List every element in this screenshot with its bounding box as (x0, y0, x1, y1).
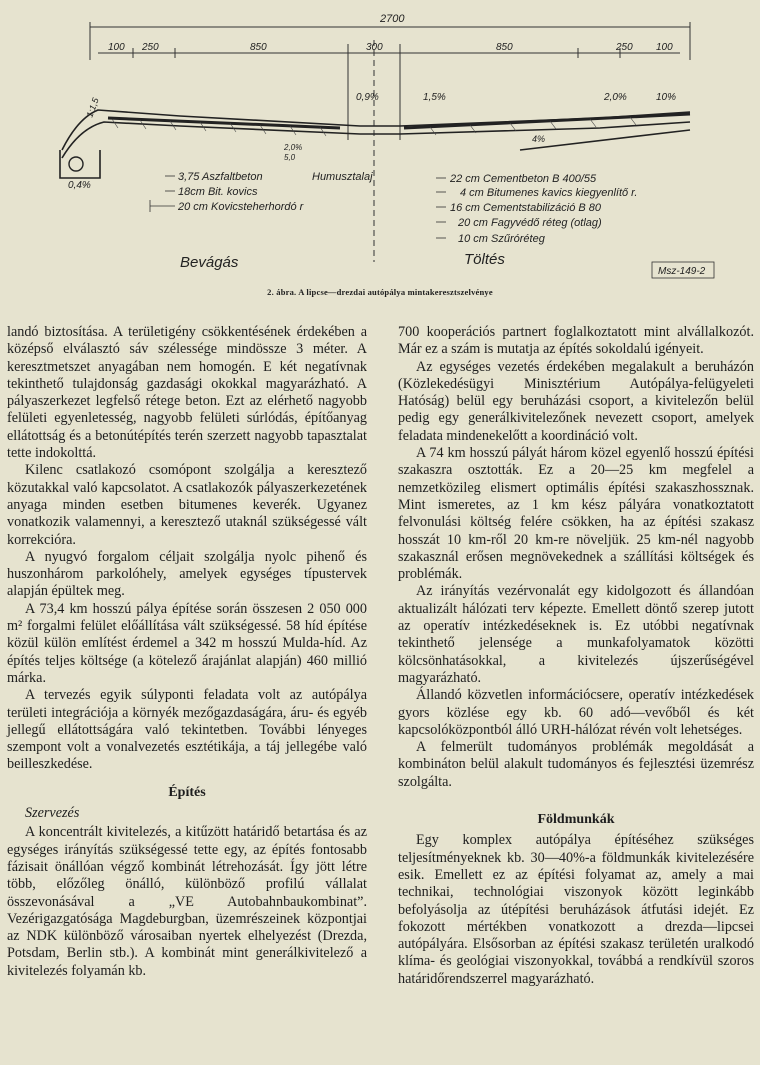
cross-section-figure (0, 0, 760, 312)
dim-part: 850 (496, 42, 513, 53)
paragraph: A 74 km hosszú pályát három közel egyenlő hosszú építési szakaszra osztották. Ez a 20—25 km megfelel a nemzetközileg elismert optimális építési szakaszhossznak. Mint ismeretes, az 1 km kész pályára vonatkoztatott felvonulási költség felére csökken, ha az építési szakasz hosszát 10 km-ről 20 km-re növeljük. 25 km-nél nagyobb szakasznál erősen megnövekednek a szállítási költségek és problémák. (398, 445, 754, 583)
center-mark: 5,0 (284, 153, 296, 162)
soil-label: Humusztalaj (312, 171, 373, 183)
layer-label: 10 cm Szűróréteg (458, 233, 545, 245)
center-mark: 2,0% (284, 143, 303, 152)
dim-part: 250 (616, 42, 633, 53)
section-cut-label: Bevágás (180, 254, 239, 271)
layer-label: 16 cm Cementstabilizáció B 80 (450, 202, 602, 214)
slope-label: 10% (656, 92, 677, 103)
layer-label: 20 cm Fagyvédő réteg (otlag) (458, 217, 602, 229)
layer-label: 22 cm Cementbeton B 400/55 (450, 173, 597, 185)
paragraph: A koncentrált kivitelezés, a kitűzött határidő betartása és az egységes irányítás szükségessé tette egy, az építés fontosabb fázisait önállóan végző kombinát létrehozását. Így jött létre több, előzőleg önálló, különböző profilú vállalat összevonásával a „VE Autobahnbaukombinat”. Vezérigazgatósága Magdeburgban, üzemrészeinek központjai az NDK különböző városaiban nyertek elhelyezést (Drezda, Potsdam, Berlin stb.). A kombinát mint generálkivitelező a kivitelezés folyamán kb. (7, 824, 367, 979)
slope-label: 0,4% (68, 180, 91, 191)
paragraph: 700 kooperációs partnert foglalkoztatott mint alvállalkozót. Már ez a szám is mutatja az építés sokoldalú igényeit. (398, 324, 754, 358)
slope-label: 0,9% (356, 92, 379, 103)
paragraph: Az irányítás vezérvonalát egy kidolgozott és állandóan aktualizált hálózati terv képezte. Emellett döntő szerep jutott az operatív intézkedéseknek is. Ez utóbbi negatívnak tekinthető jelensége a munkafolyamatok közötti kölcsönhatásokkal, a kivitelezés újszerűségével magyarázható. (398, 583, 754, 686)
dim-part: 300 (366, 42, 383, 53)
layer-label: 4 cm Bitumenes kavics kiegyenlítő r. (460, 187, 638, 199)
left-column (7, 324, 367, 980)
dim-part: 100 (108, 42, 125, 53)
stamp-label: Msz-149-2 (658, 266, 706, 277)
paragraph: Állandó közvetlen információcsere, operatív intézkedések gyors közlése egy kb. 60 adó—vevőből és két kapcsolóközpontból álló URH-hálózat révén volt lehetséges. (398, 687, 754, 738)
slope-label: 2,0% (604, 92, 627, 103)
paragraph: landó biztosítása. A területigény csökkentésének érdekében a középső elválasztó sáv szélessége mindössze 3 méter. A keresztmetszet anyagában nem homogén. E két negatívnak tekinthető tulajdonság gazdasági okokkal magyarázható. A pályaszerkezet legfelső rétege beton. Ezt az elérhető nagyobb felületi egyenletesség, nagyobb felületi súrlódás, építőanyag ellátottság és a betonútépítés terén szerzett nagyobb tapasztalat tette indokolttá. (7, 324, 367, 462)
paragraph: Kilenc csatlakozó csomópont szolgálja a keresztező közutakkal való kapcsolatot. A csatlakozók pályaszerkezetének anyaga minden esetben bitumenes keverék. Ugyanez vonatkozik valamennyi, a keresztező utaknál szükségessé vált korrekcióra. (7, 462, 367, 548)
drain-pipe (69, 157, 83, 171)
slope-label: 1:1,5 (84, 96, 101, 119)
paragraph: A felmerült tudományos problémák megoldását a kombináton belül alakult tudományos és fejlesztési üzemrész szolgálta. (398, 739, 754, 790)
section-heading: Építés (168, 784, 206, 800)
paragraph: A 73,4 km hosszú pálya építése során összesen 2 050 000 m² forgalmi felület előállítása vált szükségessé. 58 híd építése közül külön említést érdemel a 342 m hosszú Mulda-híd. Az építés teljes költsége (a kötelező árajánlat alapján) 460 millió márka. (7, 600, 367, 686)
dim-part: 100 (656, 42, 673, 53)
section-heading: Földmunkák (537, 812, 615, 828)
dim-part: 250 (142, 42, 159, 53)
road-profile (60, 110, 690, 178)
right-column (398, 324, 754, 988)
subsection-heading: Szervezés (25, 805, 80, 822)
section-fill-label: Töltés (464, 251, 505, 268)
dim-part: 850 (250, 42, 267, 53)
paragraph: A tervezés egyik súlyponti feladata volt az autópálya területi integrációja a környék mezőgazdaságára, áru- és egyéb jellegű ellátottságára való tekintetben. További lényeges szempont volt a vonalvezetés esztétikája, a táj jellegébe való beilleszkedése. (7, 687, 367, 773)
figure-caption: 2. ábra. A lipcse—drezdai autópálya mintakeresztszelvénye (267, 287, 493, 297)
dim-total: 2700 (380, 13, 405, 25)
layer-label: 18cm Bit. kovics (178, 186, 258, 198)
paragraph: Az egységes vezetés érdekében megalakult a beruházón (Közlekedésügyi Minisztérium Autópálya-felügyeleti Hatóság) belül egy beruházási csoport, a kivitelezőn belül pedig egy generálkivitelezőnek nevezett csoport, amelyek feladata mindenekelőtt a koordináció volt. (398, 358, 754, 444)
paragraph: Egy komplex autópálya építéséhez szükséges teljesítményeknek kb. 30—40%-a földmunkák kivitelezésére esik. Emellett ez az építési folyamat az, amely a mai technikai, technológiai viszonyok között leginkább befolyásolja az útépítési beruházások átfutási idejét. Ez fokozott mértékben vonatkozott a drezda—lipcsei autópályára. Elsősorban az építési szakasz területén uralkodó klíma- és geológiai viszonyokkal, továbbá a rendkívül szoros határidőrendszerrel magyarázható. (398, 832, 754, 987)
slope-label: 4% (532, 134, 546, 144)
layer-label: 20 cm Kovicsteherhordó r (178, 201, 304, 213)
paragraph: A nyugvó forgalom céljait szolgálja nyolc pihenő és huszonhárom parkolóhely, amelyek egységes típustervek alapján épültek meg. (7, 548, 367, 600)
slope-label: 1,5% (423, 92, 446, 103)
layer-label: 3,75 Aszfaltbeton (178, 171, 263, 183)
